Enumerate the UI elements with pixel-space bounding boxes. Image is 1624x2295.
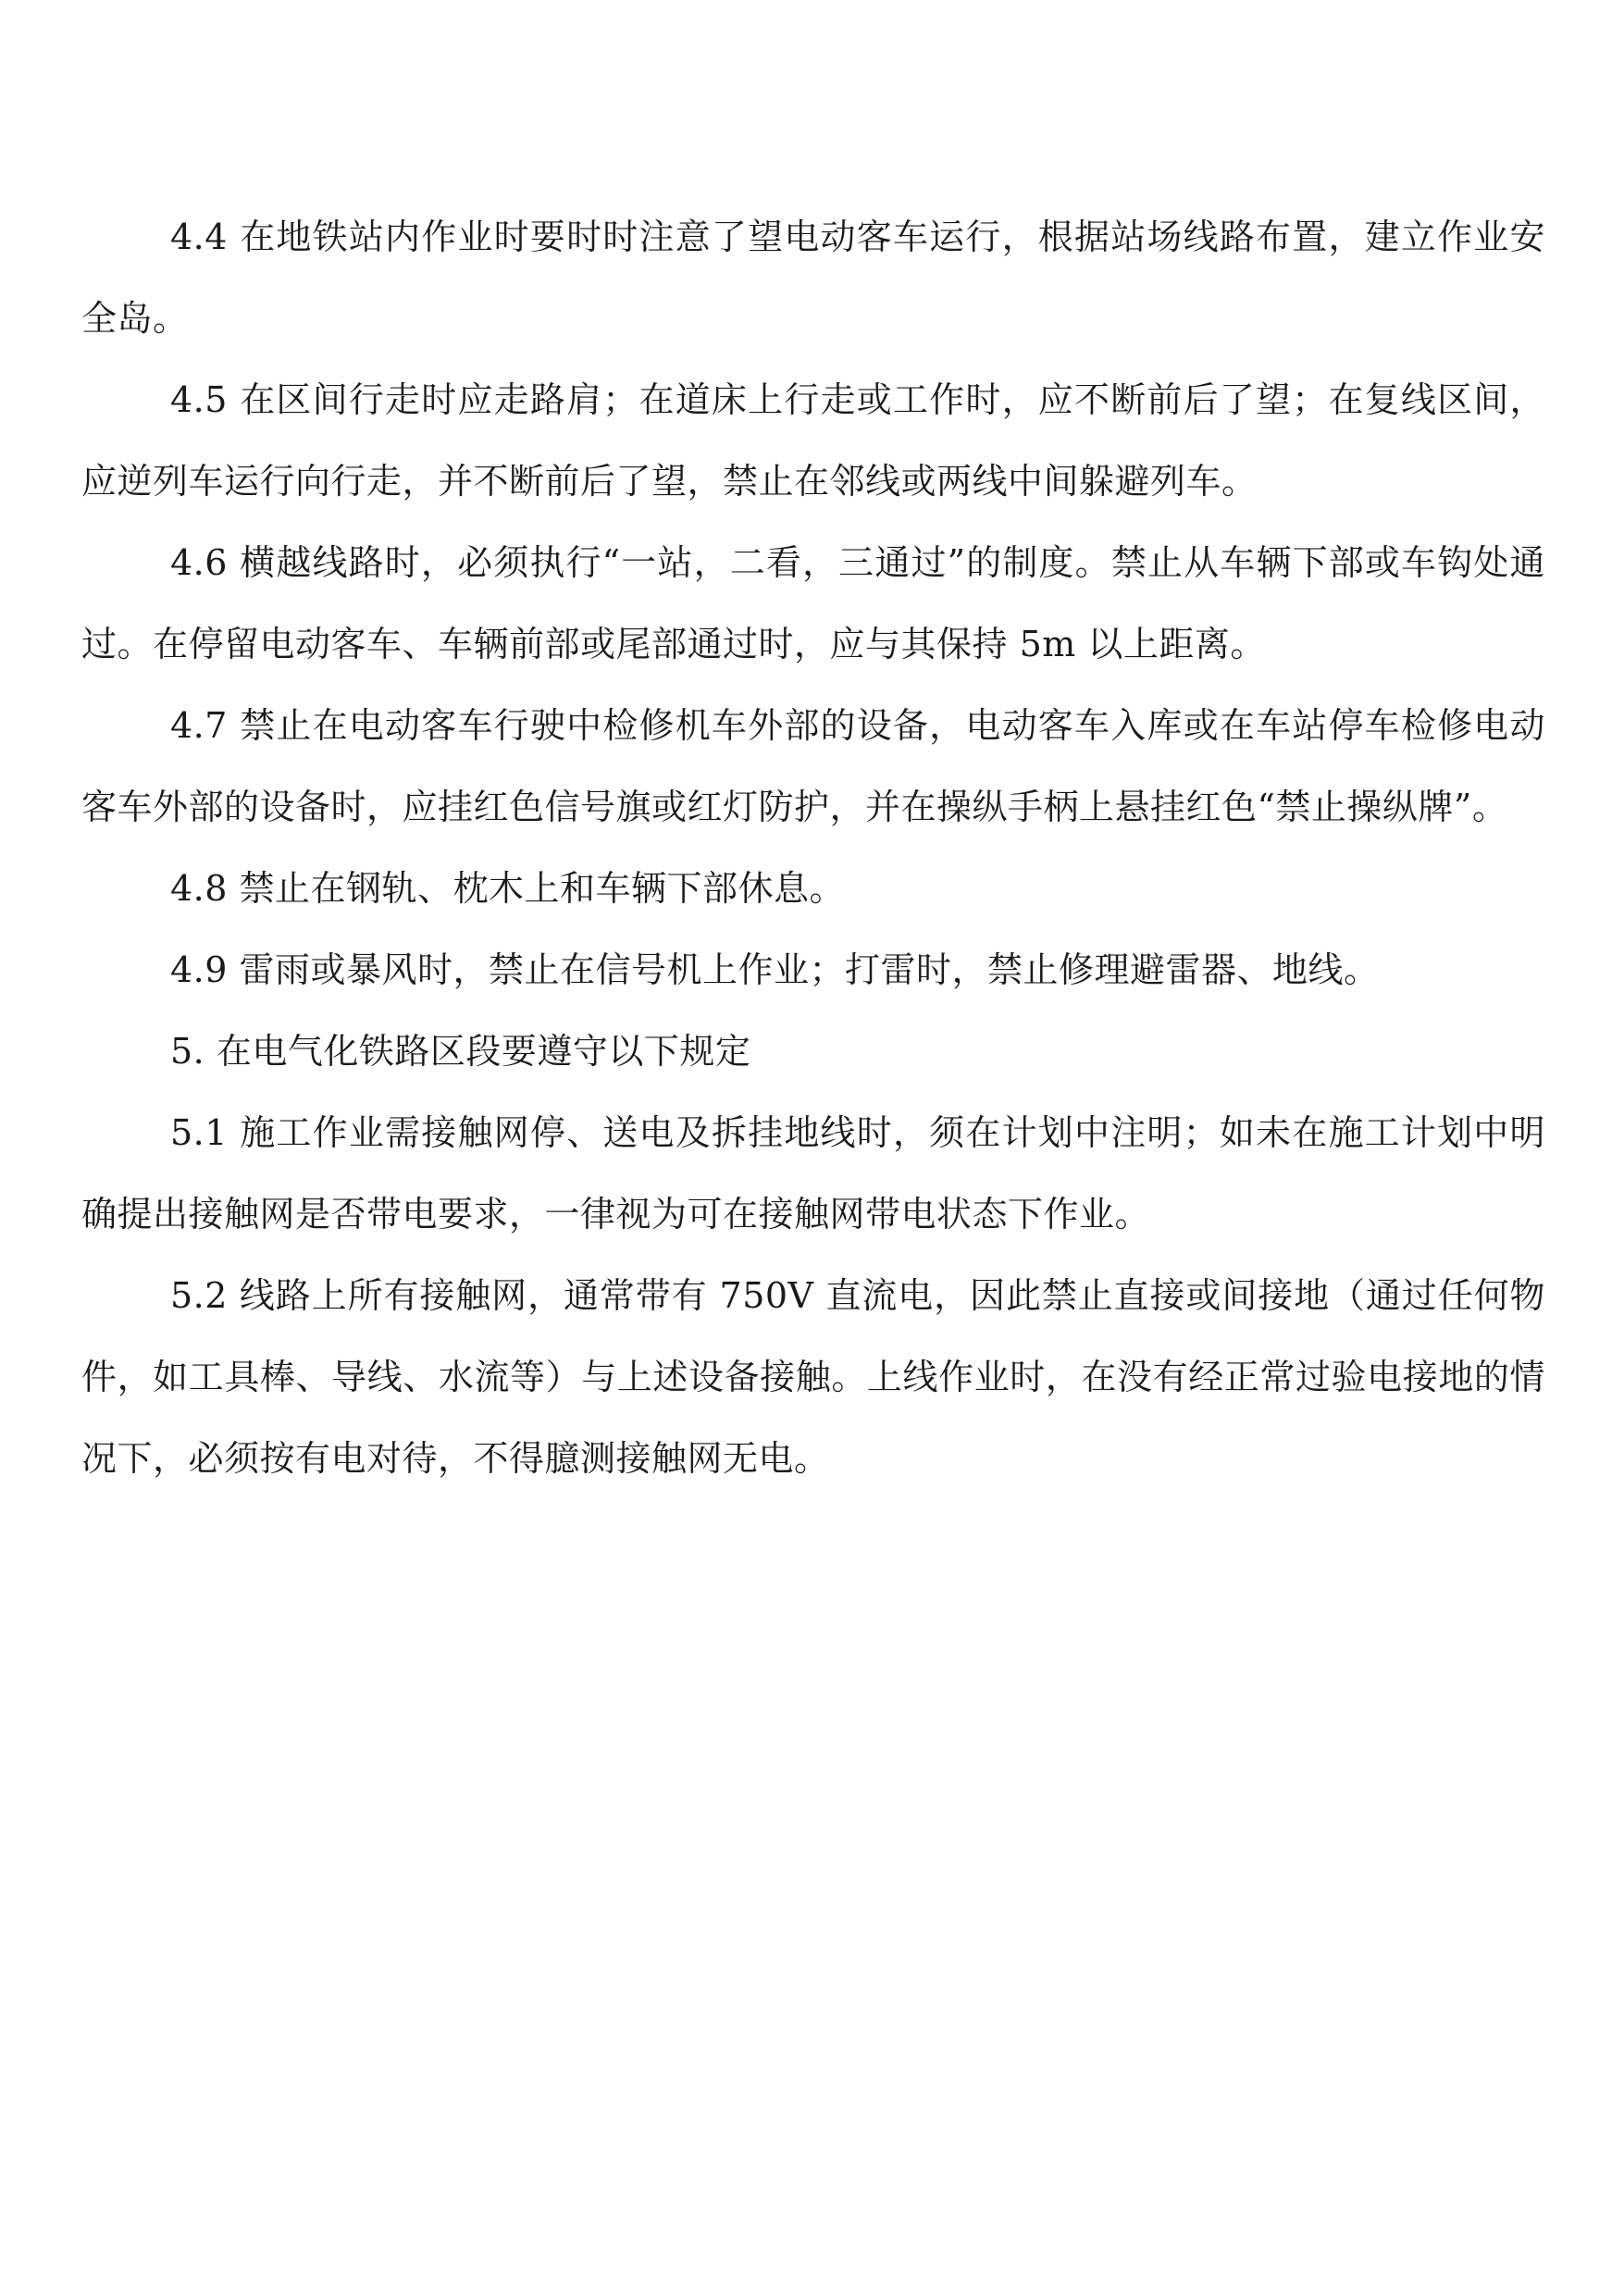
section-heading-5: 5. 在电气化铁路区段要遵守以下规定 — [170, 1031, 751, 1072]
paragraph-4-9: 4.9 雷雨或暴风时，禁止在信号机上作业；打雷时，禁止修理避雷器、地线。 — [170, 949, 1380, 990]
paragraph-4-4: 4.4 在地铁站内作业时要时时注意了望电动客车运行，根据站场线路布置，建立作业安全岛。 — [81, 217, 1545, 339]
paragraph-4-5: 4.5 在区间行走时应走路肩；在道床上行走或工作时，应不断前后了望；在复线区间，应逆列车运行向行走，并不断前后了望，禁止在邻线或两线中间躲避列车。 — [81, 379, 1545, 502]
paragraph-5-2: 5.2 线路上所有接触网，通常带有 750V 直流电，因此禁止直接或间接地（通过任何物件，如工具棒、导线、水流等）与上述设备接触。上线作业时，在没有经正常过验电接地的情况下，必须按有电对待，不得臆测接触网无电。 — [81, 1275, 1545, 1479]
document-body — [81, 196, 1545, 1499]
paragraph-4-8: 4.8 禁止在钢轨、枕木上和车辆下部休息。 — [170, 868, 846, 909]
paragraph-4-6: 4.6 横越线路时，必须执行“一站，二看，三通过”的制度。禁止从车辆下部或车钩处通过。在停留电动客车、车辆前部或尾部通过时，应与其保持 5m 以上距离。 — [81, 542, 1545, 664]
paragraph-4-7: 4.7 禁止在电动客车行驶中检修机车外部的设备，电动客车入库或在车站停车检修电动客车外部的设备时，应挂红色信号旗或红灯防护，并在操纵手柄上悬挂红色“禁止操纵牌”。 — [81, 705, 1545, 827]
paragraph-5-1: 5.1 施工作业需接触网停、送电及拆挂地线时，须在计划中注明；如未在施工计划中明确提出接触网是否带电要求，一律视为可在接触网带电状态下作业。 — [81, 1112, 1545, 1234]
document-page — [81, 0, 1545, 2295]
